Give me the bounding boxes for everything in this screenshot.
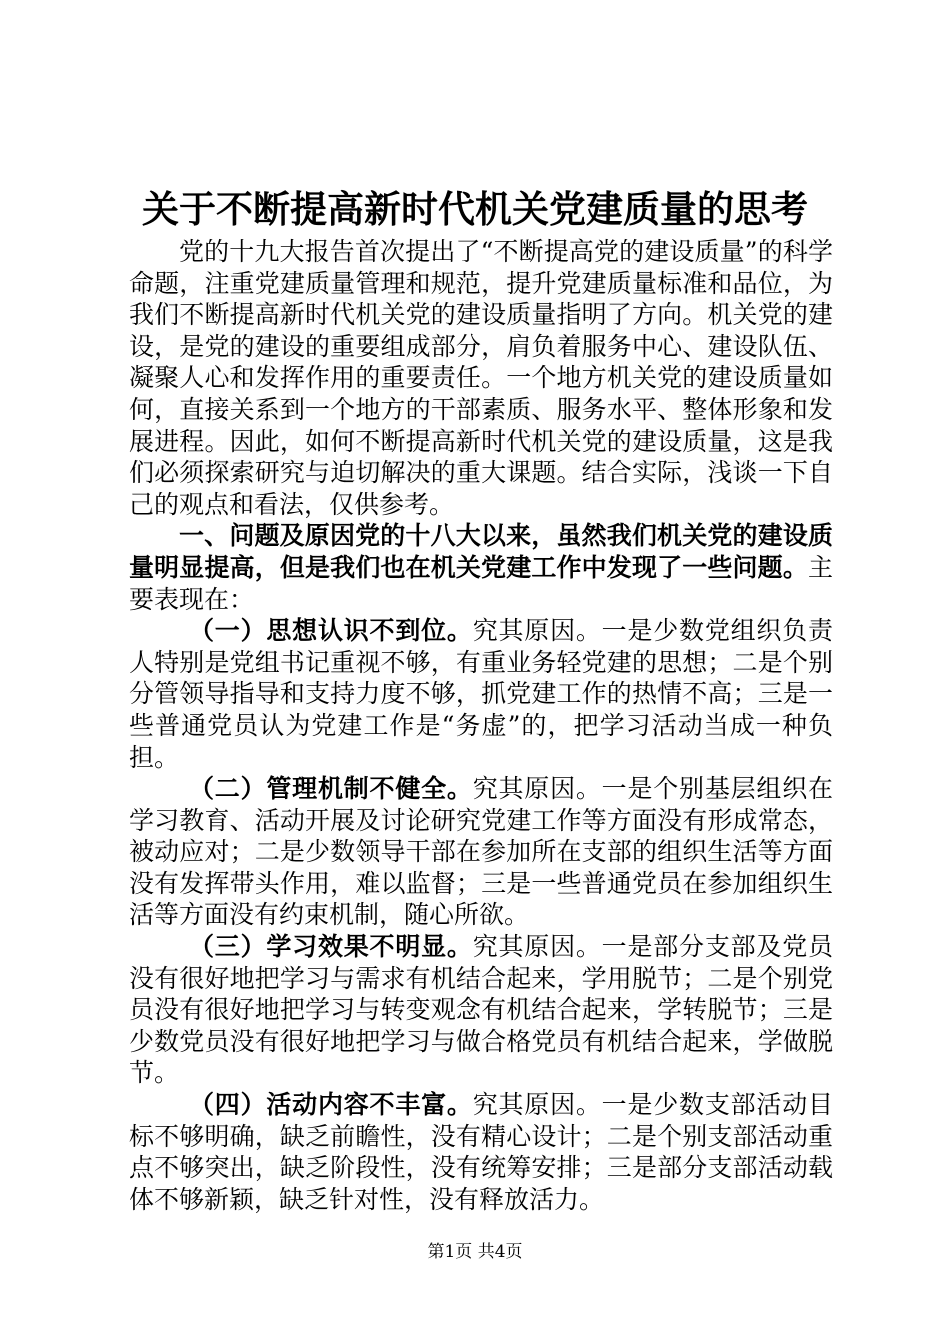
section-1-paragraph [129,520,833,615]
item-3-paragraph [129,931,833,1089]
section-1-heading: 一、问题及原因党的十八大以来，虽然我们机关党的建设质量明显提高，但是我们也在机关党建工作中发现了一些问题。 [129,521,833,582]
item-4-paragraph [129,1089,833,1215]
document-body [129,236,833,1215]
item-1-heading: （一）思想认识不到位。 [189,616,473,646]
item-4-heading: （四）活动内容不丰富。 [189,1090,473,1120]
item-1-paragraph [129,615,833,773]
item-1-body: 究其原因。一是少数党组织负责人特别是党组书记重视不够，有重业务轻党建的思想；二是个别分管领导指导和支持力度不够，抓党建工作的热情不高；三是一些普通党员认为党建工作是“务虚”的，把学习活动当成一种负担。 [129,616,833,772]
item-2-paragraph [129,773,833,931]
item-4-body: 究其原因。一是少数支部活动目标不够明确，缺乏前瞻性，没有精心设计；二是个别支部活动重点不够突出，缺乏阶段性，没有统筹安排；三是部分支部活动载体不够新颖，缺乏针对性，没有释放活力。 [129,1090,833,1214]
item-3-body: 究其原因。一是部分支部及党员没有很好地把学习与需求有机结合起来，学用脱节；二是个别党员没有很好地把学习与转变观念有机结合起来，学转脱节；三是少数党员没有很好地把学习与做合格党员有机结合起来，学做脱节。 [129,932,833,1088]
section-1-lead: 主要表现在： [129,552,833,614]
item-2-body: 究其原因。一是个别基层组织在学习教育、活动开展及讨论研究党建工作等方面没有形成常态，被动应对；二是少数领导干部在参加所在支部的组织生活等方面没有发挥带头作用，难以监督；三是一些普通党员在参加组织生活等方面没有约束机制，随心所欲。 [129,774,833,930]
page-footer: 第1页 共4页 [427,1242,523,1262]
intro-paragraph: 党的十九大报告首次提出了“不断提高党的建设质量”的科学命题，注重党建质量管理和规范，提升党建质量标准和品位，为我们不断提高新时代机关党的建设质量指明了方向。机关党的建设，是党的建设的重要组成部分，肩负着服务中心、建设队伍、凝聚人心和发挥作用的重要责任。一个地方机关党的建设质量如何，直接关系到一个地方的干部素质、服务水平、整体形象和发展进程。因此，如何不断提高新时代机关党的建设质量，这是我们必须探索研究与迫切解决的重大课题。结合实际，浅谈一下自己的观点和看法，仅供参考。 [129,237,833,519]
document-title: 关于不断提高新时代机关党建质量的思考 [142,187,808,231]
item-2-heading: （二）管理机制不健全。 [189,774,473,804]
item-3-heading: （三）学习效果不明显。 [189,932,473,962]
